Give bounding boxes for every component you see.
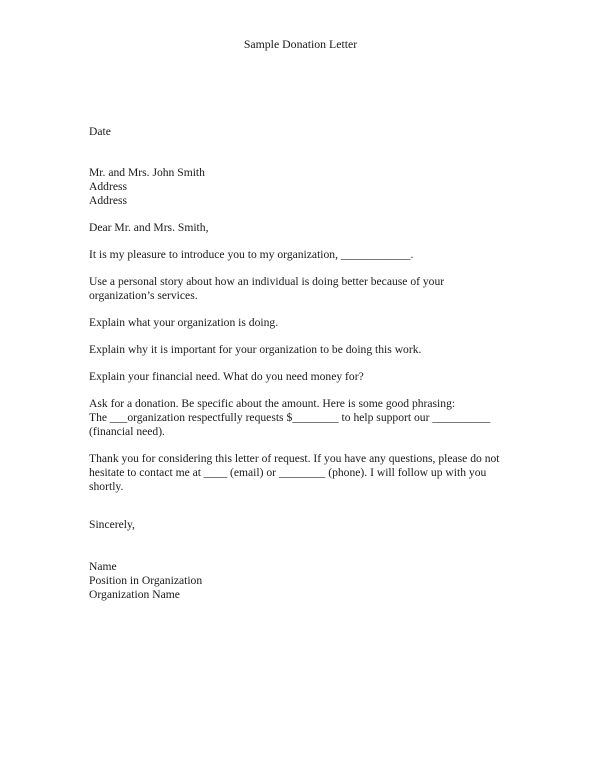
paragraph-explain-importance: Explain why it is important for your organization to be doing this work.	[89, 343, 422, 356]
paragraph-thanks-line-1: Thank you for considering this letter of request. If you have any questions, please do not	[89, 452, 500, 465]
document-title: Sample Donation Letter	[243, 37, 358, 51]
closing: Sincerely,	[89, 518, 135, 531]
paragraph-ask-line-1: Ask for a donation. Be specific about the amount. Here is some good phrasing:	[89, 397, 456, 410]
paragraph-thanks-line-3: shortly.	[89, 480, 124, 493]
recipient-address-1: Address	[89, 180, 127, 193]
paragraph-ask-line-2: The ___organization respectfully requests $________ to help support our __________	[89, 411, 491, 424]
paragraph-story-line-1: Use a personal story about how an individual is doing better because of your	[89, 275, 445, 288]
paragraph-financial-need: Explain your financial need. What do you need money for?	[89, 370, 364, 383]
salutation: Dear Mr. and Mrs. Smith,	[89, 221, 209, 234]
date-line: Date	[89, 125, 111, 138]
paragraph-explain-work: Explain what your organization is doing.	[89, 316, 279, 329]
recipient-address-2: Address	[89, 194, 127, 207]
paragraph-story-line-2: organization’s services.	[89, 289, 198, 302]
paragraph-thanks-line-2: hesitate to contact me at ____ (email) or ________ (phone). I will follow up with you	[89, 466, 487, 479]
paragraph-ask-line-3: (financial need).	[89, 425, 165, 438]
signature-name: Name	[89, 560, 117, 573]
signature-position: Position in Organization	[89, 574, 203, 587]
signature-organization: Organization Name	[89, 588, 180, 601]
recipient-name: Mr. and Mrs. John Smith	[89, 166, 205, 179]
paragraph-intro: It is my pleasure to introduce you to my organization, ____________.	[89, 248, 414, 261]
